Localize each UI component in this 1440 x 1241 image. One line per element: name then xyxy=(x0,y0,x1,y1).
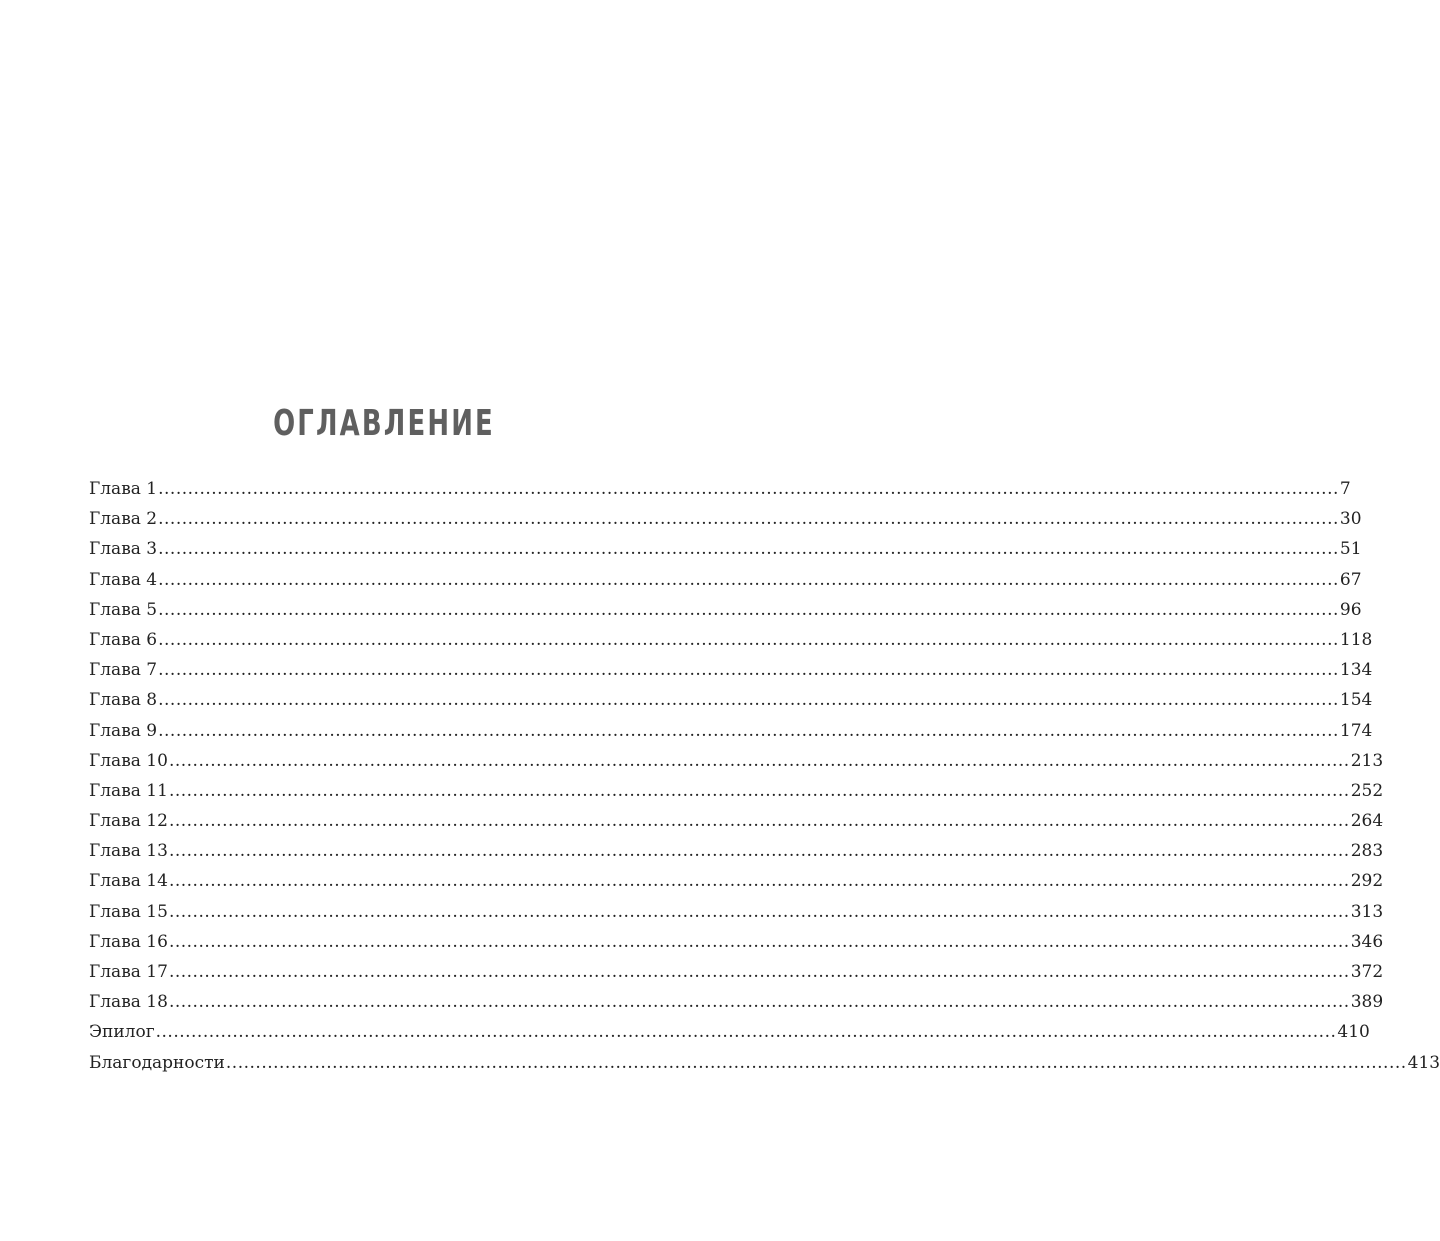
toc-entry-label: Благодарности xyxy=(89,1052,225,1073)
toc-entry-8[interactable] xyxy=(89,685,1373,715)
toc-leader-dots: ........................................................................................................................................................................................................ xyxy=(168,992,1350,1013)
toc-entry-label: Глава 9 xyxy=(89,720,158,741)
toc-entry-page: 51 xyxy=(1339,539,1362,560)
toc-leader-dots: ........................................................................................................................................................................................................ xyxy=(158,690,1339,711)
toc-entry-label: Глава 7 xyxy=(89,660,158,681)
toc-leader-dots: ........................................................................................................................................................................................................ xyxy=(158,599,1339,620)
toc-entry-9[interactable] xyxy=(89,716,1373,746)
toc-entry-label: Глава 2 xyxy=(89,509,158,530)
toc-leader-dots: ........................................................................................................................................................................................................ xyxy=(225,1052,1407,1073)
toc-entry-5[interactable] xyxy=(89,595,1362,625)
toc-entry-page: 252 xyxy=(1350,780,1384,801)
toc-entry-label: Глава 13 xyxy=(89,841,168,862)
toc-entry-2[interactable] xyxy=(89,504,1362,534)
toc-entry-page: 96 xyxy=(1339,599,1362,620)
toc-leader-dots: ........................................................................................................................................................................................................ xyxy=(158,660,1339,681)
toc-entry-page: 7 xyxy=(1339,479,1351,499)
toc-entry-label: Глава 5 xyxy=(89,599,158,620)
table-of-contents xyxy=(89,474,1440,1078)
toc-entry-page: 372 xyxy=(1350,962,1384,982)
toc-entry-label: Глава 15 xyxy=(89,901,168,922)
toc-entry-1[interactable] xyxy=(89,474,1351,504)
toc-entry-7[interactable] xyxy=(89,655,1373,685)
toc-entry-17[interactable] xyxy=(89,957,1384,987)
page-title: ОГЛАВЛЕНИЕ xyxy=(273,403,495,445)
toc-entry-page: 413 xyxy=(1407,1052,1440,1073)
toc-entry-label: Эпилог xyxy=(89,1022,155,1043)
toc-entry-4[interactable] xyxy=(89,565,1362,595)
toc-entry-page: 213 xyxy=(1350,750,1384,771)
toc-entry-page: 313 xyxy=(1350,901,1384,922)
toc-leader-dots: ........................................................................................................................................................................................................ xyxy=(168,750,1350,771)
toc-entry-label: Глава 6 xyxy=(89,629,158,650)
toc-entry-label: Глава 12 xyxy=(89,811,168,832)
toc-leader-dots: ........................................................................................................................................................................................................ xyxy=(168,901,1350,922)
toc-leader-dots: ........................................................................................................................................................................................................ xyxy=(158,509,1339,530)
toc-leader-dots: ........................................................................................................................................................................................................ xyxy=(168,780,1350,801)
toc-entry-page: 346 xyxy=(1350,931,1384,952)
toc-leader-dots: ........................................................................................................................................................................................................ xyxy=(158,479,1339,499)
toc-entry-page: 389 xyxy=(1350,992,1384,1013)
toc-entry-page: 30 xyxy=(1339,509,1362,530)
toc-entry-label: Глава 8 xyxy=(89,690,158,711)
toc-entry-page: 134 xyxy=(1339,660,1373,681)
toc-leader-dots: ........................................................................................................................................................................................................ xyxy=(158,569,1339,590)
toc-entry-acknowledgements[interactable] xyxy=(89,1048,1440,1078)
toc-entry-label: Глава 10 xyxy=(89,750,168,771)
toc-entry-12[interactable] xyxy=(89,806,1384,836)
toc-entry-13[interactable] xyxy=(89,836,1384,866)
toc-entry-epilogue[interactable] xyxy=(89,1017,1370,1047)
toc-leader-dots: ........................................................................................................................................................................................................ xyxy=(168,841,1350,862)
toc-leader-dots: ........................................................................................................................................................................................................ xyxy=(158,720,1339,741)
toc-entry-label: Глава 17 xyxy=(89,962,168,982)
toc-leader-dots: ........................................................................................................................................................................................................ xyxy=(158,629,1339,650)
toc-entry-page: 264 xyxy=(1350,811,1384,832)
toc-entry-18[interactable] xyxy=(89,987,1384,1017)
toc-entry-16[interactable] xyxy=(89,927,1384,957)
toc-leader-dots: ........................................................................................................................................................................................................ xyxy=(158,539,1339,560)
toc-entry-6[interactable] xyxy=(89,625,1373,655)
toc-entry-15[interactable] xyxy=(89,897,1384,927)
toc-entry-label: Глава 16 xyxy=(89,931,168,952)
toc-leader-dots: ........................................................................................................................................................................................................ xyxy=(168,962,1350,982)
toc-entry-page: 174 xyxy=(1339,720,1373,741)
toc-entry-page: 154 xyxy=(1339,690,1373,711)
toc-entry-page: 118 xyxy=(1339,629,1373,650)
toc-entry-page: 67 xyxy=(1339,569,1362,590)
toc-entry-3[interactable] xyxy=(89,534,1362,564)
toc-leader-dots: ........................................................................................................................................................................................................ xyxy=(168,811,1350,832)
toc-entry-page: 292 xyxy=(1350,871,1384,892)
toc-entry-label: Глава 3 xyxy=(89,539,158,560)
toc-entry-page: 410 xyxy=(1337,1022,1370,1043)
toc-entry-10[interactable] xyxy=(89,746,1384,776)
toc-entry-label: Глава 11 xyxy=(89,780,168,801)
toc-entry-14[interactable] xyxy=(89,866,1384,896)
toc-entry-page: 283 xyxy=(1350,841,1384,862)
toc-leader-dots: ........................................................................................................................................................................................................ xyxy=(168,871,1350,892)
toc-entry-label: Глава 1 xyxy=(89,479,158,499)
toc-leader-dots: ........................................................................................................................................................................................................ xyxy=(155,1022,1337,1043)
toc-entry-label: Глава 14 xyxy=(89,871,168,892)
toc-entry-label: Глава 4 xyxy=(89,569,158,590)
toc-leader-dots: ........................................................................................................................................................................................................ xyxy=(168,931,1350,952)
toc-entry-label: Глава 18 xyxy=(89,992,168,1013)
toc-entry-11[interactable] xyxy=(89,776,1384,806)
